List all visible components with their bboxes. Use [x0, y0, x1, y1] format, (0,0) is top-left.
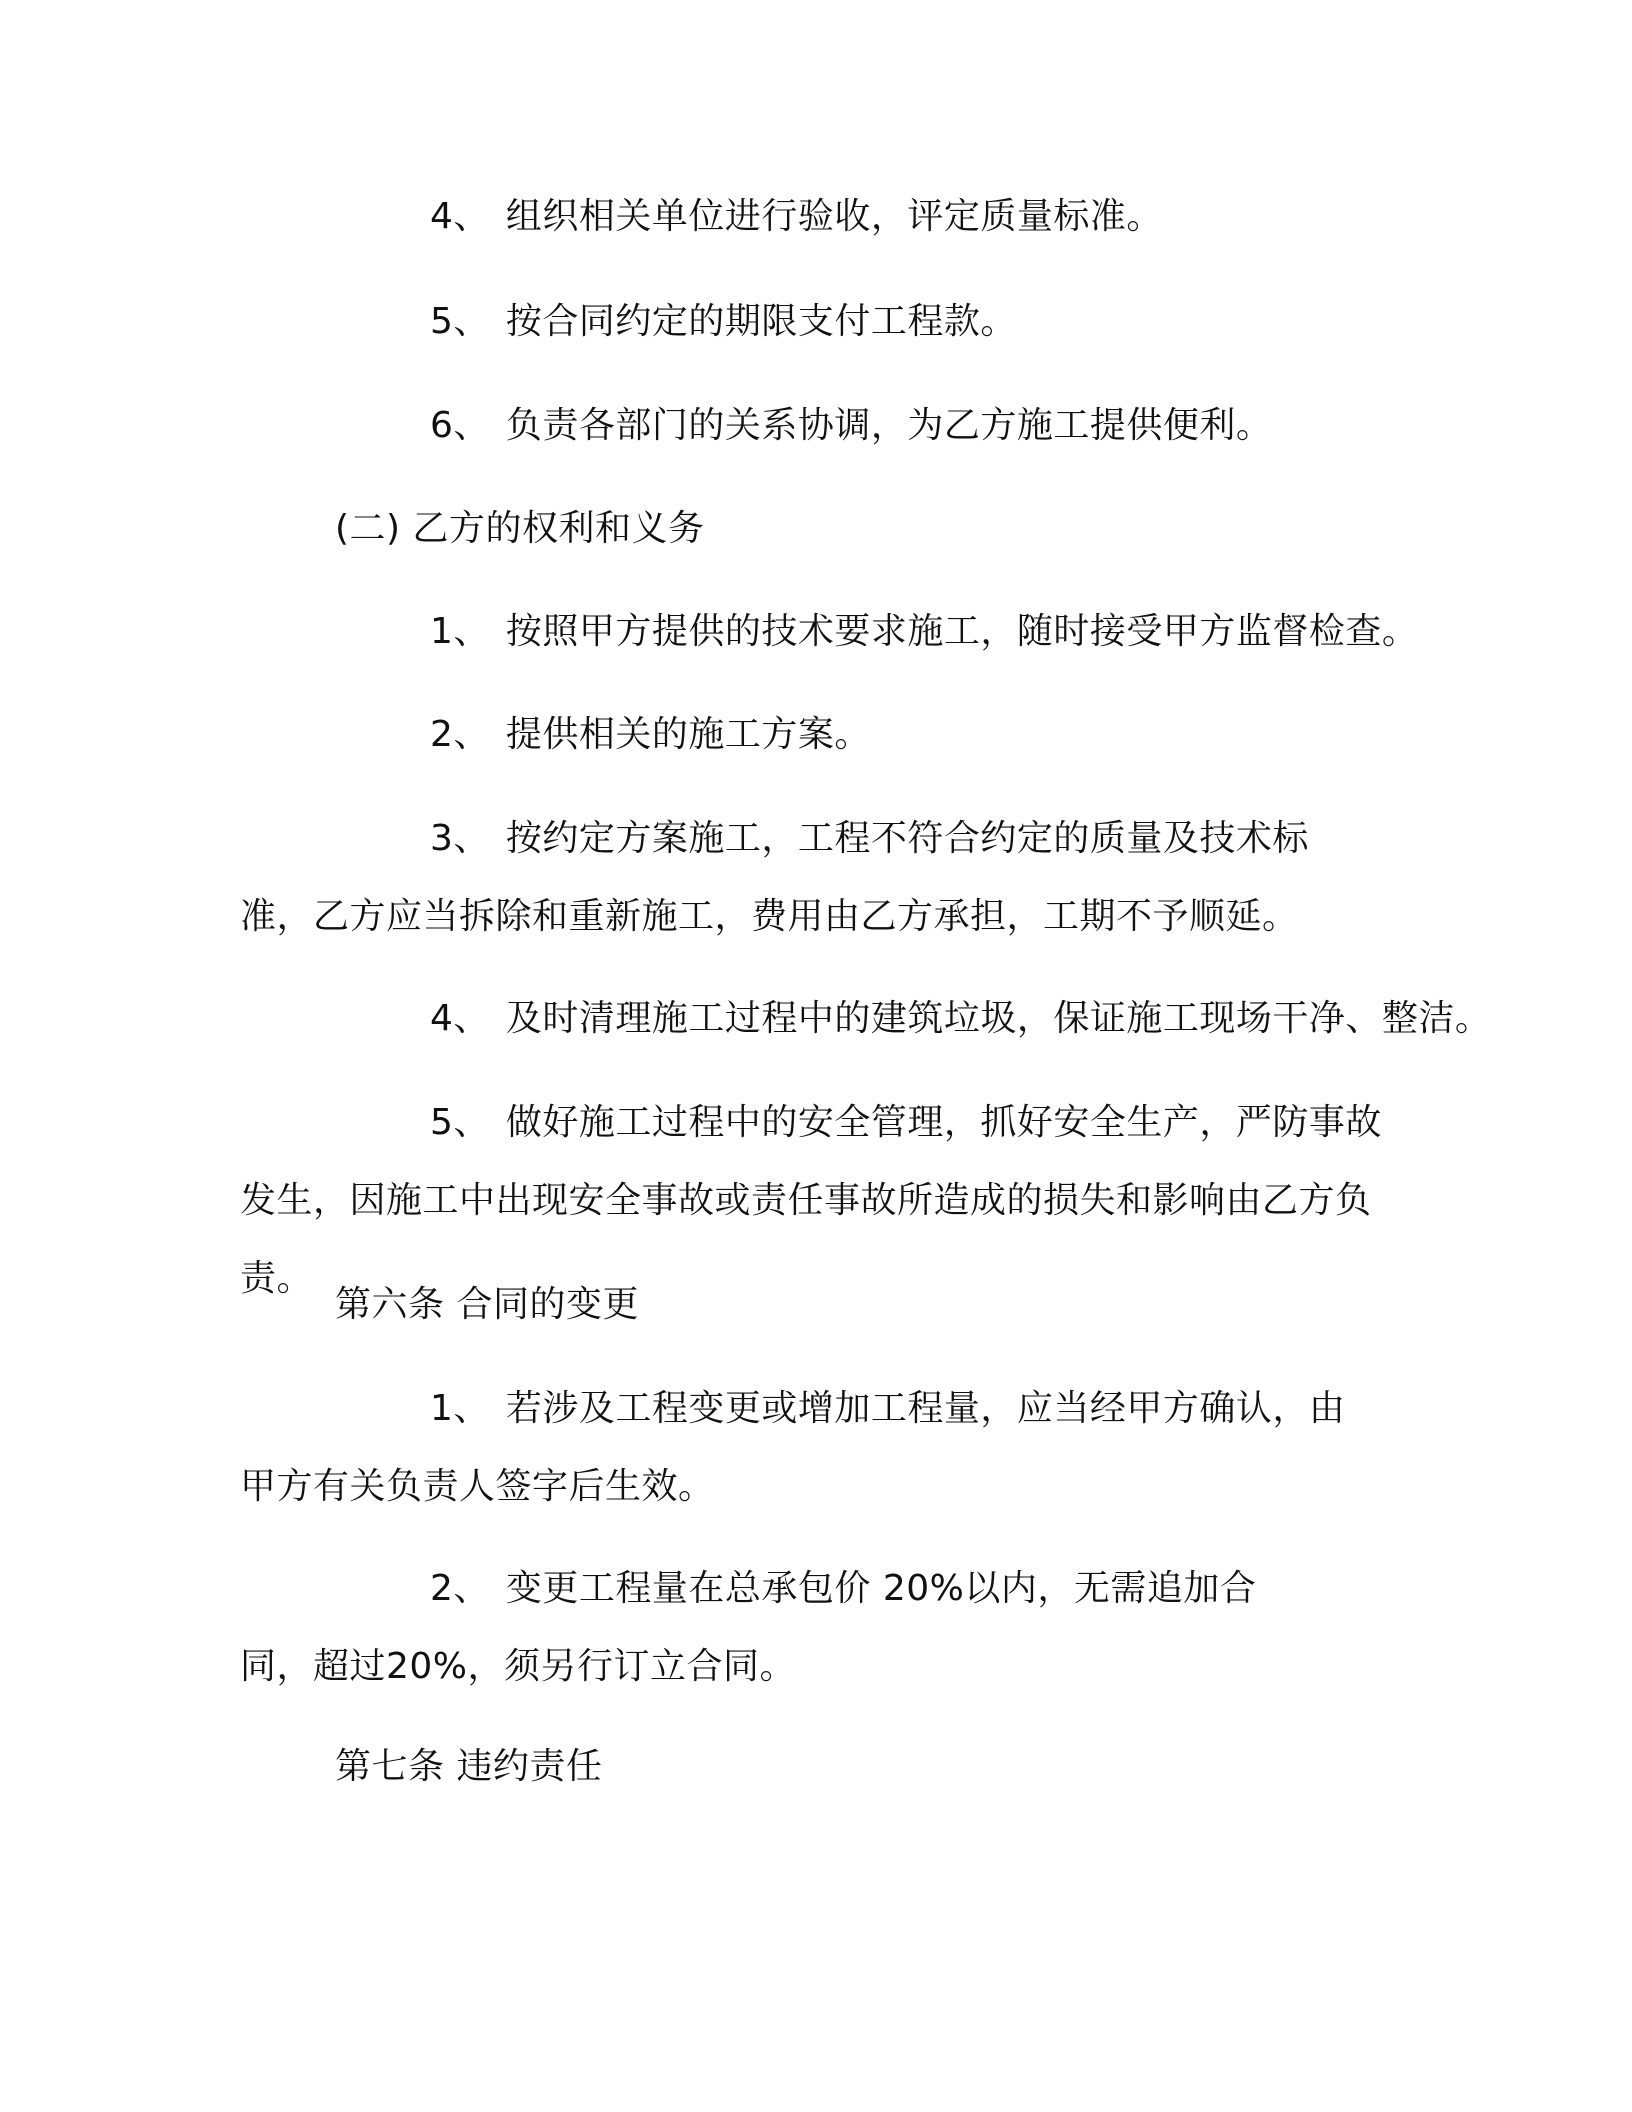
article-heading-breach-liability — [240, 1728, 1410, 1806]
item-number: 4、 — [430, 196, 490, 237]
heading-text: 第七条 违约责任 — [335, 1746, 603, 1787]
paragraph-contractor-duty-1 — [240, 593, 1419, 671]
paragraph-text: 按约定方案施工，工程不符合约定的质量及技术标准，乙方应当拆除和重新施工，费用由乙方承担，工期不予顺延。 — [240, 818, 1309, 937]
paragraph-text: 负责各部门的关系协调，为乙方施工提供便利。 — [505, 405, 1273, 446]
item-number: 5、 — [430, 301, 490, 342]
paragraph-change-1 — [240, 1370, 1370, 1526]
article-heading-contract-change — [240, 1266, 1410, 1344]
item-number: 4、 — [430, 998, 490, 1039]
paragraph-contractor-duty-2 — [240, 696, 1410, 774]
paragraph-text: 按照甲方提供的技术要求施工，随时接受甲方监督检查。 — [505, 611, 1419, 652]
paragraph-contractor-duty-4 — [240, 980, 1492, 1058]
paragraph-text: 按合同约定的期限支付工程款。 — [505, 301, 1017, 342]
item-number: 2、 — [430, 714, 490, 755]
paragraph-owner-duty-4 — [240, 178, 1410, 256]
item-number: 6、 — [430, 405, 490, 446]
paragraph-text: 做好施工过程中的安全管理，抓好安全生产，严防事故发生，因施工中出现安全事故或责任事故所造成的损失和影响由乙方负责。 — [240, 1102, 1382, 1299]
paragraph-text: 组织相关单位进行验收，评定质量标准。 — [505, 196, 1163, 237]
item-number: 1、 — [430, 611, 490, 652]
paragraph-text: 及时清理施工过程中的建筑垃圾，保证施工现场干净、整洁。 — [505, 998, 1492, 1039]
item-number: 5、 — [430, 1102, 490, 1143]
paragraph-text: 若涉及工程变更或增加工程量，应当经甲方确认，由甲方有关负责人签字后生效。 — [240, 1388, 1346, 1507]
paragraph-text: 变更工程量在总承包价 20%以内，无需追加合同，超过20%，须另行订立合同。 — [240, 1568, 1257, 1687]
heading-text: 第六条 合同的变更 — [335, 1284, 639, 1325]
paragraph-change-2 — [240, 1550, 1320, 1706]
paragraph-text: 提供相关的施工方案。 — [505, 714, 871, 755]
paragraph-owner-duty-5 — [240, 283, 1410, 361]
paragraph-owner-duty-6 — [240, 387, 1410, 465]
item-number: 3、 — [430, 818, 490, 859]
heading-text: (二) 乙方的权利和义务 — [335, 508, 705, 549]
item-number: 1、 — [430, 1388, 490, 1429]
item-number: 2、 — [430, 1568, 490, 1609]
section-heading-contractor-rights — [240, 490, 1410, 568]
paragraph-contractor-duty-3 — [240, 800, 1370, 956]
